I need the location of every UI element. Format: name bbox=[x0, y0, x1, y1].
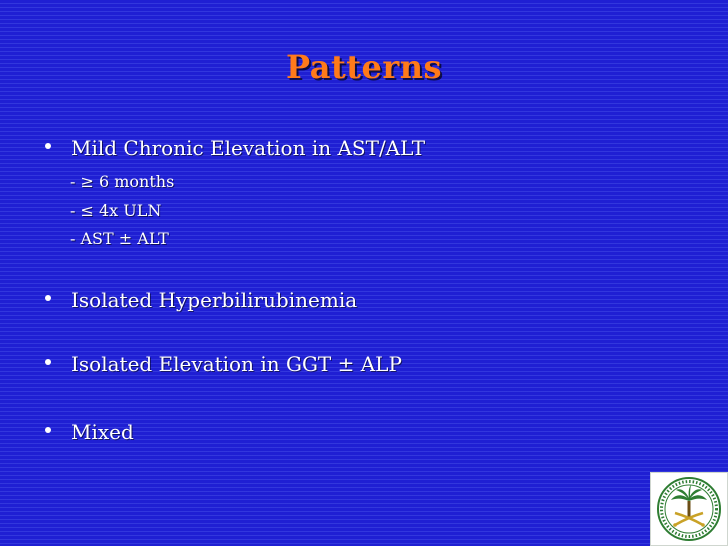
slide-title: Patterns bbox=[286, 48, 442, 86]
bullet-label: Mild Chronic Elevation in AST/ALT bbox=[71, 136, 426, 160]
sub-item: - ≤ 4x ULN bbox=[70, 201, 162, 220]
bullet-dot bbox=[45, 295, 51, 301]
bullet-label: Mixed bbox=[71, 420, 134, 444]
bullet-dot bbox=[45, 359, 51, 365]
bullet-dot bbox=[45, 143, 51, 149]
sub-item: - ≥ 6 months bbox=[70, 172, 175, 191]
organization-logo bbox=[650, 472, 728, 546]
bullet-label: Isolated Hyperbilirubinemia bbox=[71, 288, 358, 312]
bullet-label: Isolated Elevation in GGT ± ALP bbox=[71, 352, 402, 376]
bullet-item-1 bbox=[45, 136, 465, 162]
bullet-item-2 bbox=[45, 288, 465, 314]
bullet-item-4 bbox=[45, 420, 465, 446]
palm-crossed-swords-emblem-icon bbox=[651, 473, 727, 545]
bullet-dot bbox=[45, 427, 51, 433]
sub-item: - AST ± ALT bbox=[70, 229, 169, 248]
bullet-item-3 bbox=[45, 352, 465, 378]
